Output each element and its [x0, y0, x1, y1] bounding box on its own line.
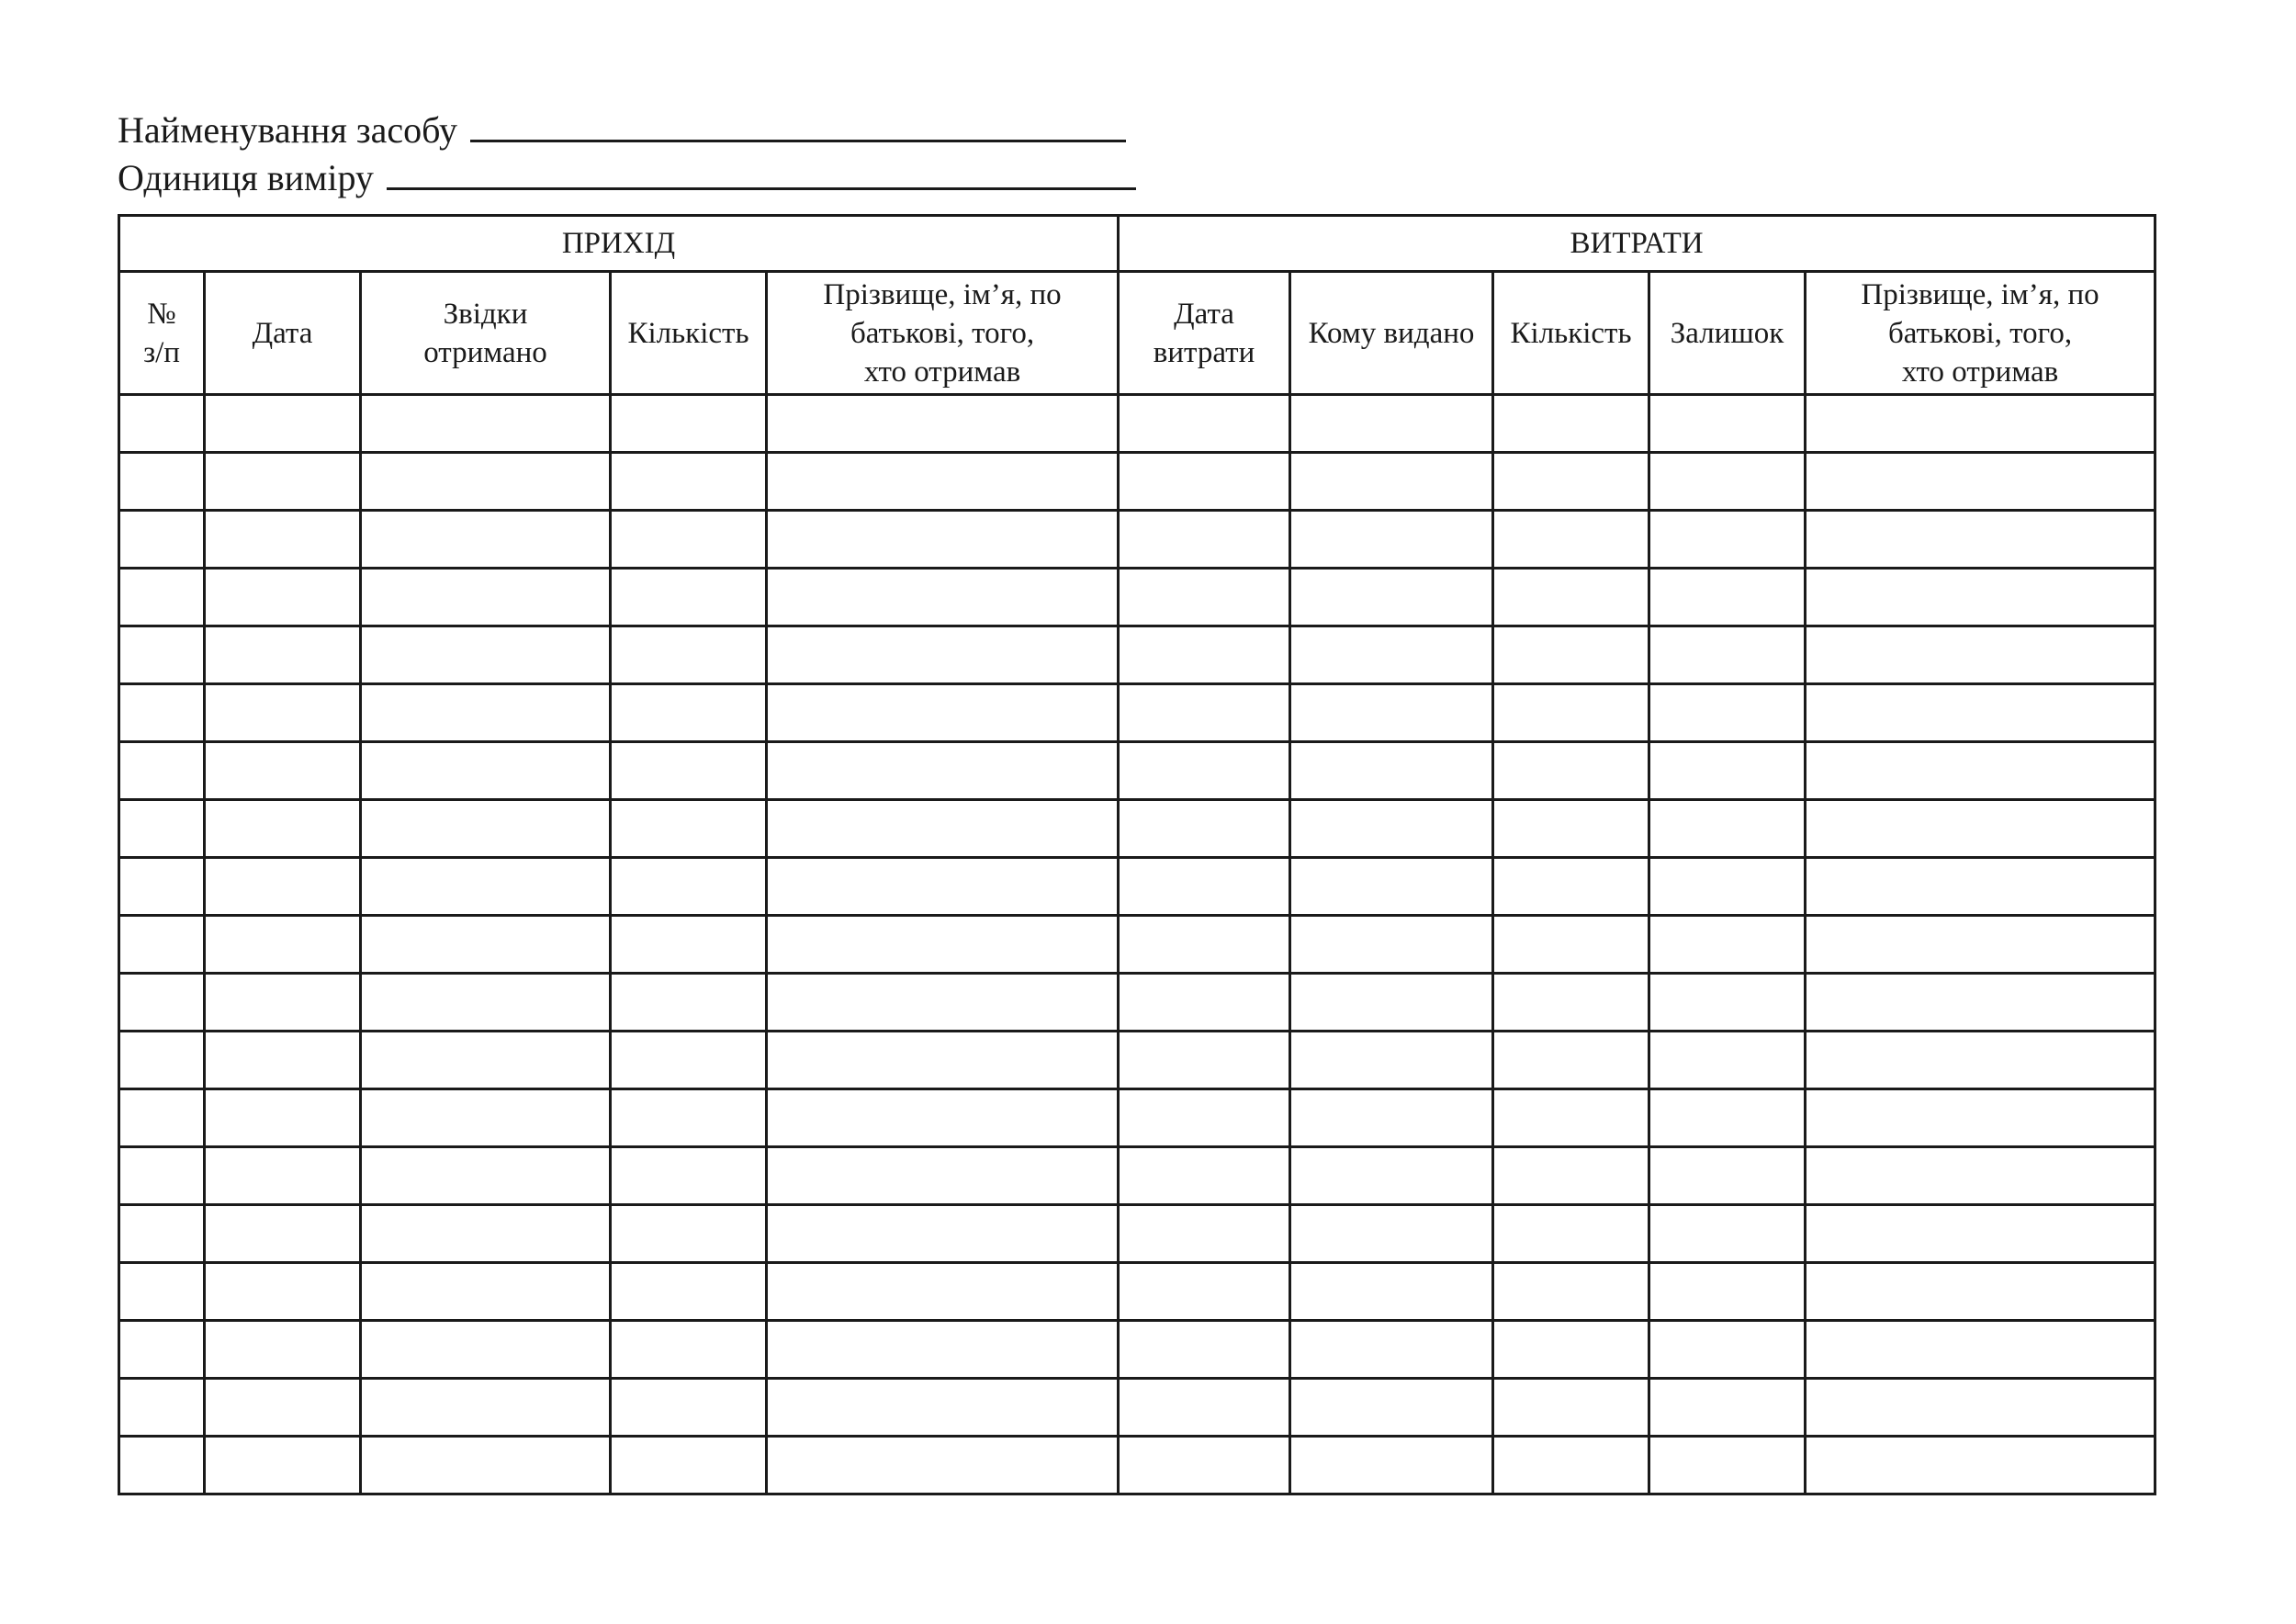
- col-header-text: Дата: [252, 316, 313, 350]
- table-cell[interactable]: [119, 1321, 205, 1379]
- table-cell[interactable]: [1649, 1263, 1806, 1321]
- table-cell[interactable]: [1290, 858, 1493, 916]
- table-cell[interactable]: [361, 1321, 611, 1379]
- table-cell[interactable]: [119, 1263, 205, 1321]
- table-cell[interactable]: [361, 1437, 611, 1494]
- col-header-date: [205, 272, 361, 395]
- table-cell[interactable]: [1649, 858, 1806, 916]
- table-cell[interactable]: [1806, 395, 2155, 453]
- table-cell[interactable]: [1493, 684, 1649, 742]
- ledger-body: [119, 395, 2155, 1494]
- table-cell[interactable]: [1806, 626, 2155, 684]
- table-cell[interactable]: [1119, 1032, 1290, 1089]
- col-header-text: №: [147, 297, 176, 331]
- table-cell[interactable]: [611, 742, 767, 800]
- table-cell[interactable]: [1649, 1032, 1806, 1089]
- col-header-receiver-name: [767, 272, 1119, 395]
- table-cell[interactable]: [1493, 1263, 1649, 1321]
- table-cell[interactable]: [119, 684, 205, 742]
- table-cell[interactable]: [205, 453, 361, 511]
- table-cell[interactable]: [1806, 1437, 2155, 1494]
- table-cell[interactable]: [1493, 974, 1649, 1032]
- table-cell[interactable]: [119, 453, 205, 511]
- table-cell[interactable]: [1649, 684, 1806, 742]
- col-header-text: хто отримав: [1901, 355, 2059, 389]
- table-cell[interactable]: [119, 395, 205, 453]
- table-cell[interactable]: [1290, 569, 1493, 626]
- table-cell[interactable]: [611, 916, 767, 974]
- table-cell[interactable]: [611, 684, 767, 742]
- table-cell[interactable]: [119, 626, 205, 684]
- table-cell[interactable]: [1806, 1032, 2155, 1089]
- unit-of-measure-blank[interactable]: [387, 160, 1136, 190]
- table-cell[interactable]: [1290, 742, 1493, 800]
- table-cell[interactable]: [1806, 1089, 2155, 1147]
- table-cell[interactable]: [767, 858, 1119, 916]
- table-cell[interactable]: [1806, 974, 2155, 1032]
- table-row: [119, 1379, 2155, 1437]
- table-cell[interactable]: [119, 511, 205, 569]
- table-cell[interactable]: [119, 569, 205, 626]
- col-header-text: Залишок: [1670, 316, 1784, 350]
- table-cell[interactable]: [1119, 1205, 1290, 1263]
- table-cell[interactable]: [767, 1437, 1119, 1494]
- table-row: [119, 453, 2155, 511]
- table-cell[interactable]: [361, 916, 611, 974]
- table-cell[interactable]: [767, 742, 1119, 800]
- table-cell[interactable]: [1290, 916, 1493, 974]
- table-cell[interactable]: [1119, 800, 1290, 858]
- table-cell[interactable]: [119, 800, 205, 858]
- table-cell[interactable]: [361, 858, 611, 916]
- table-cell[interactable]: [1493, 742, 1649, 800]
- table-cell[interactable]: [767, 453, 1119, 511]
- table-cell[interactable]: [1290, 1379, 1493, 1437]
- table-cell[interactable]: [119, 1089, 205, 1147]
- col-header-text: Прізвище, ім’я, по: [823, 277, 1062, 311]
- table-cell[interactable]: [767, 800, 1119, 858]
- table-cell[interactable]: [205, 974, 361, 1032]
- table-cell[interactable]: [205, 1032, 361, 1089]
- table-cell[interactable]: [205, 1147, 361, 1205]
- item-name-field[interactable]: [118, 108, 1126, 152]
- col-header-text: Кількість: [627, 316, 749, 350]
- table-row: [119, 395, 2155, 453]
- col-header-source: [361, 272, 611, 395]
- table-cell[interactable]: [119, 1032, 205, 1089]
- table-cell[interactable]: [119, 916, 205, 974]
- table-row: [119, 742, 2155, 800]
- table-cell[interactable]: [1493, 916, 1649, 974]
- table-cell[interactable]: [1806, 858, 2155, 916]
- table-cell[interactable]: [119, 1379, 205, 1437]
- table-row: [119, 626, 2155, 684]
- table-cell[interactable]: [1290, 800, 1493, 858]
- table-cell[interactable]: [1806, 1147, 2155, 1205]
- unit-of-measure-label: Одиниця виміру: [118, 157, 374, 198]
- table-cell[interactable]: [1119, 974, 1290, 1032]
- table-cell[interactable]: [1493, 1379, 1649, 1437]
- table-cell[interactable]: [1649, 395, 1806, 453]
- col-header-text: Прізвище, ім’я, по: [1861, 277, 2099, 311]
- table-cell[interactable]: [1493, 1089, 1649, 1147]
- table-cell[interactable]: [205, 569, 361, 626]
- table-cell[interactable]: [1119, 1437, 1290, 1494]
- table-cell[interactable]: [1493, 1032, 1649, 1089]
- table-cell[interactable]: [1290, 453, 1493, 511]
- table-cell[interactable]: [1806, 511, 2155, 569]
- table-cell[interactable]: [1649, 1147, 1806, 1205]
- table-cell[interactable]: [1493, 626, 1649, 684]
- table-cell[interactable]: [205, 1321, 361, 1379]
- table-cell[interactable]: [767, 974, 1119, 1032]
- table-cell[interactable]: [205, 858, 361, 916]
- table-cell[interactable]: [1493, 1321, 1649, 1379]
- table-cell[interactable]: [1806, 569, 2155, 626]
- table-cell[interactable]: [611, 974, 767, 1032]
- col-header-text: Кількість: [1510, 316, 1632, 350]
- table-cell[interactable]: [1649, 569, 1806, 626]
- table-cell[interactable]: [1806, 916, 2155, 974]
- col-header-issued-to: [1290, 272, 1493, 395]
- table-cell[interactable]: [767, 1089, 1119, 1147]
- table-cell[interactable]: [1119, 1263, 1290, 1321]
- table-cell[interactable]: [1119, 626, 1290, 684]
- table-cell[interactable]: [767, 511, 1119, 569]
- table-cell[interactable]: [1119, 453, 1290, 511]
- group-header-income: ПРИХІД: [119, 216, 1119, 272]
- table-cell[interactable]: [767, 626, 1119, 684]
- table-row: [119, 569, 2155, 626]
- table-cell[interactable]: [1649, 626, 1806, 684]
- table-cell[interactable]: [767, 1205, 1119, 1263]
- table-cell[interactable]: [1119, 858, 1290, 916]
- table-row: [119, 684, 2155, 742]
- table-cell[interactable]: [361, 800, 611, 858]
- table-cell[interactable]: [1806, 1205, 2155, 1263]
- item-name-label: Найменування засобу: [118, 109, 457, 151]
- unit-of-measure-field[interactable]: [118, 156, 1136, 200]
- table-cell[interactable]: [361, 626, 611, 684]
- table-cell[interactable]: [611, 1205, 767, 1263]
- table-row: [119, 1147, 2155, 1205]
- table-row: [119, 1437, 2155, 1494]
- table-cell[interactable]: [361, 1147, 611, 1205]
- table-cell[interactable]: [205, 1089, 361, 1147]
- table-cell[interactable]: [1119, 684, 1290, 742]
- table-row: [119, 916, 2155, 974]
- table-cell[interactable]: [1649, 1379, 1806, 1437]
- table-cell[interactable]: [205, 916, 361, 974]
- table-cell[interactable]: [767, 395, 1119, 453]
- table-cell[interactable]: [1119, 1147, 1290, 1205]
- table-cell[interactable]: [119, 1147, 205, 1205]
- col-header-text: Дата: [1174, 297, 1234, 331]
- table-cell[interactable]: [1290, 1321, 1493, 1379]
- table-cell[interactable]: [205, 742, 361, 800]
- table-cell[interactable]: [611, 569, 767, 626]
- table-cell[interactable]: [611, 1379, 767, 1437]
- col-header-quantity-out: [1493, 272, 1649, 395]
- table-cell[interactable]: [611, 800, 767, 858]
- table-cell[interactable]: [767, 1263, 1119, 1321]
- table-cell[interactable]: [767, 684, 1119, 742]
- table-cell[interactable]: [1290, 1437, 1493, 1494]
- table-cell[interactable]: [1290, 626, 1493, 684]
- table-cell[interactable]: [205, 800, 361, 858]
- table-cell[interactable]: [361, 1089, 611, 1147]
- col-header-expense-date: [1119, 272, 1290, 395]
- table-cell[interactable]: [205, 1437, 361, 1494]
- table-cell[interactable]: [361, 453, 611, 511]
- table-row: [119, 1089, 2155, 1147]
- table-cell[interactable]: [1119, 742, 1290, 800]
- table-cell[interactable]: [361, 1205, 611, 1263]
- table-cell[interactable]: [1649, 1089, 1806, 1147]
- col-header-number: [119, 272, 205, 395]
- table-row: [119, 1321, 2155, 1379]
- table-cell[interactable]: [119, 1437, 205, 1494]
- table-cell[interactable]: [205, 511, 361, 569]
- table-row: [119, 800, 2155, 858]
- table-cell[interactable]: [205, 1379, 361, 1437]
- table-cell[interactable]: [1649, 916, 1806, 974]
- table-cell[interactable]: [1806, 453, 2155, 511]
- table-cell[interactable]: [1119, 569, 1290, 626]
- col-header-text: витрати: [1153, 335, 1255, 369]
- table-cell[interactable]: [1649, 1321, 1806, 1379]
- table-cell[interactable]: [1290, 1263, 1493, 1321]
- table-cell[interactable]: [1119, 395, 1290, 453]
- table-cell[interactable]: [1290, 974, 1493, 1032]
- col-header-text: Звідки: [443, 297, 528, 331]
- table-row: [119, 1205, 2155, 1263]
- table-cell[interactable]: [119, 1205, 205, 1263]
- table-cell[interactable]: [1806, 742, 2155, 800]
- table-cell[interactable]: [1649, 974, 1806, 1032]
- table-cell[interactable]: [1290, 1032, 1493, 1089]
- table-cell[interactable]: [1493, 569, 1649, 626]
- table-cell[interactable]: [611, 1437, 767, 1494]
- table-cell[interactable]: [1290, 684, 1493, 742]
- table-cell[interactable]: [767, 1147, 1119, 1205]
- table-cell[interactable]: [361, 684, 611, 742]
- table-cell[interactable]: [1806, 1321, 2155, 1379]
- table-cell[interactable]: [205, 626, 361, 684]
- table-cell[interactable]: [1806, 684, 2155, 742]
- table-cell[interactable]: [1649, 453, 1806, 511]
- table-row: [119, 1032, 2155, 1089]
- table-cell[interactable]: [611, 1089, 767, 1147]
- table-cell[interactable]: [1806, 1263, 2155, 1321]
- table-cell[interactable]: [611, 511, 767, 569]
- col-header-quantity-in: [611, 272, 767, 395]
- table-cell[interactable]: [205, 1205, 361, 1263]
- table-cell[interactable]: [1649, 511, 1806, 569]
- table-cell[interactable]: [1806, 800, 2155, 858]
- table-cell[interactable]: [611, 453, 767, 511]
- table-cell[interactable]: [767, 1032, 1119, 1089]
- table-cell[interactable]: [1649, 1437, 1806, 1494]
- table-cell[interactable]: [1493, 511, 1649, 569]
- table-cell[interactable]: [611, 1147, 767, 1205]
- table-cell[interactable]: [1290, 1147, 1493, 1205]
- table-cell[interactable]: [361, 395, 611, 453]
- table-cell[interactable]: [361, 742, 611, 800]
- table-cell[interactable]: [205, 395, 361, 453]
- table-cell[interactable]: [1493, 395, 1649, 453]
- table-cell[interactable]: [1493, 1147, 1649, 1205]
- table-cell[interactable]: [1649, 800, 1806, 858]
- item-name-blank[interactable]: [470, 112, 1126, 142]
- table-cell[interactable]: [361, 569, 611, 626]
- table-cell[interactable]: [767, 1379, 1119, 1437]
- col-header-text: хто отримав: [863, 355, 1021, 389]
- table-cell[interactable]: [1493, 858, 1649, 916]
- table-cell[interactable]: [361, 1263, 611, 1321]
- col-header-balance: [1649, 272, 1806, 395]
- table-cell[interactable]: [611, 1263, 767, 1321]
- table-row: [119, 974, 2155, 1032]
- table-cell[interactable]: [1493, 800, 1649, 858]
- table-cell[interactable]: [1290, 1205, 1493, 1263]
- table-cell[interactable]: [205, 1263, 361, 1321]
- table-cell[interactable]: [611, 395, 767, 453]
- col-header-text: з/п: [143, 335, 180, 369]
- table-cell[interactable]: [1119, 1321, 1290, 1379]
- table-cell[interactable]: [1290, 511, 1493, 569]
- table-cell[interactable]: [767, 916, 1119, 974]
- table-row: [119, 1263, 2155, 1321]
- table-cell[interactable]: [361, 511, 611, 569]
- table-cell[interactable]: [1290, 1089, 1493, 1147]
- table-cell[interactable]: [611, 1032, 767, 1089]
- table-cell[interactable]: [361, 1379, 611, 1437]
- table-cell[interactable]: [1119, 1379, 1290, 1437]
- col-header-text: отримано: [423, 335, 547, 369]
- table-cell[interactable]: [205, 684, 361, 742]
- col-header-text: Кому видано: [1308, 316, 1475, 350]
- table-cell[interactable]: [611, 626, 767, 684]
- table-cell[interactable]: [361, 1032, 611, 1089]
- table-cell[interactable]: [1290, 395, 1493, 453]
- table-cell[interactable]: [1806, 1379, 2155, 1437]
- col-header-text: батькові, того,: [1887, 316, 2073, 350]
- table-cell[interactable]: [1119, 511, 1290, 569]
- table-cell[interactable]: [1493, 453, 1649, 511]
- table-cell[interactable]: [119, 742, 205, 800]
- table-cell[interactable]: [1649, 742, 1806, 800]
- group-header-expense: ВИТРАТИ: [1119, 216, 2155, 272]
- col-header-text: батькові, того,: [850, 316, 1035, 350]
- table-cell[interactable]: [767, 1321, 1119, 1379]
- table-cell[interactable]: [767, 569, 1119, 626]
- table-cell[interactable]: [1119, 916, 1290, 974]
- table-row: [119, 511, 2155, 569]
- table-cell[interactable]: [611, 1321, 767, 1379]
- table-cell[interactable]: [1119, 1089, 1290, 1147]
- col-header-recipient-name: [1806, 272, 2155, 395]
- table-cell[interactable]: [1649, 1205, 1806, 1263]
- table-cell[interactable]: [119, 858, 205, 916]
- ledger-table: [118, 214, 2156, 1495]
- table-row: [119, 858, 2155, 916]
- table-cell[interactable]: [1493, 1205, 1649, 1263]
- table-cell[interactable]: [119, 974, 205, 1032]
- table-cell[interactable]: [1493, 1437, 1649, 1494]
- table-cell[interactable]: [611, 858, 767, 916]
- table-cell[interactable]: [361, 974, 611, 1032]
